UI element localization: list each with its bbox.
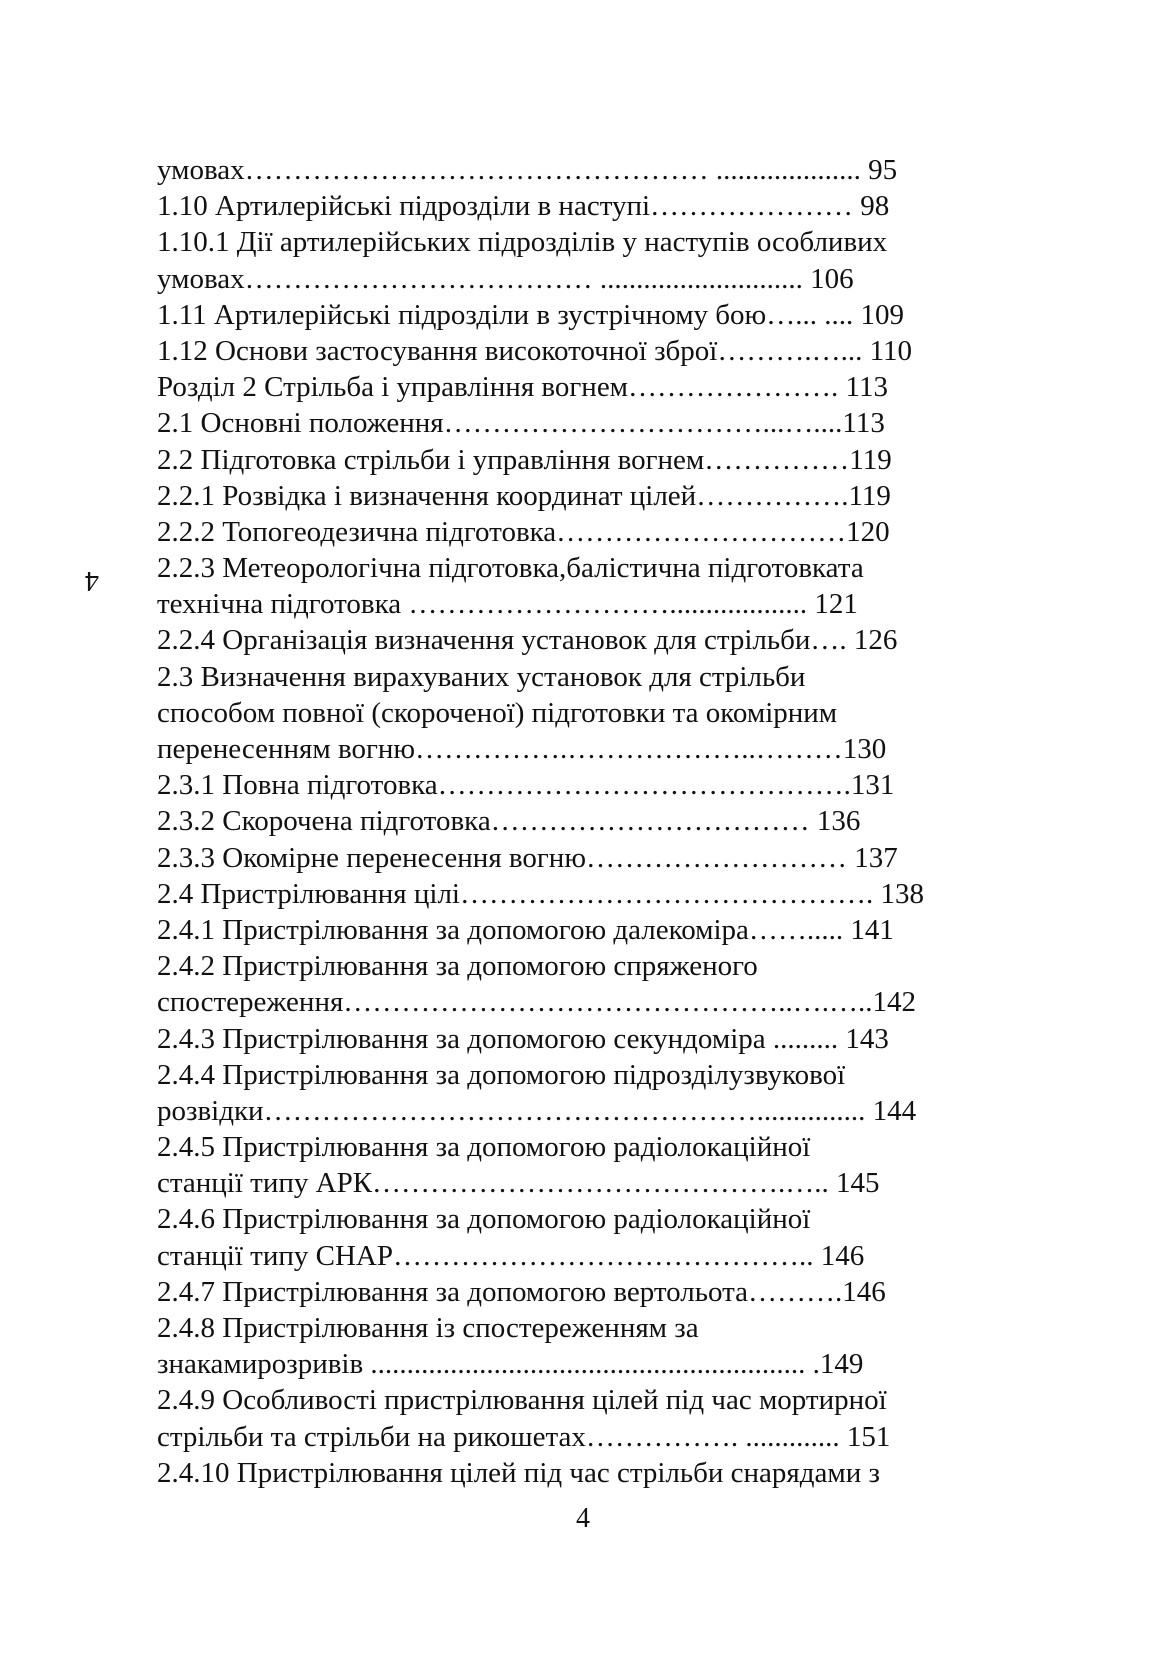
toc-line: 2.4.3 Пристрілювання за допомогою секундоміра ......... 143 <box>157 1022 889 1055</box>
toc-line: 2.4.5 Пристрілювання за допомогою радіолокаційної <box>157 1131 811 1164</box>
toc-line: 2.2.4 Організація визначення установок для стрільби…. 126 <box>157 624 898 657</box>
toc-line: технічна підготовка ………………………................... 121 <box>157 588 858 621</box>
toc-line: перенесенням вогню…………….………………..………130 <box>157 733 887 765</box>
toc-line: 2.2 Підготовка стрільби і управління вогнем……………119 <box>157 443 892 476</box>
toc-line: Розділ 2 Стрільба і управління вогнем…………………. 113 <box>157 371 888 404</box>
toc-line: 2.4 Пристрілювання цілі……………………………………. 138 <box>157 877 924 910</box>
toc-line: 1.12 Основи застосування високоточної зброї……….…... 110 <box>157 334 913 367</box>
toc-line: способом повної (скороченої) підготовки та окомірним <box>157 696 838 729</box>
toc-line: 2.2.3 Метеорологічна підготовка,балістична підготовката <box>157 552 864 585</box>
toc-line: розвідки……………………………………………............... 144 <box>157 1094 917 1127</box>
toc-line: умовах………………………………………… .................... 95 <box>157 154 898 186</box>
toc-line: станції типу АРК…………………………………….….. 145 <box>157 1167 880 1200</box>
toc-line: 2.4.1 Пристрілювання за допомогою далекоміра……..... 141 <box>157 913 894 946</box>
toc-line: 2.4.10 Пристрілювання цілей під час стрільби снарядами з <box>157 1456 880 1489</box>
toc-line: 1.10.1 Дії артилерійських підрозділів у наступів особливих <box>157 226 888 259</box>
toc-line: умовах……………………………… ............................ 106 <box>157 262 854 295</box>
toc-line: 1.11 Артилерійські підрозділи в зустрічному бою…... .... 109 <box>157 298 904 331</box>
toc-line: 2.3.2 Скорочена підготовка…………………………… 136 <box>157 805 861 838</box>
toc-line: 2.4.2 Пристрілювання за допомогою спряженого <box>157 950 758 983</box>
toc-line: спостереження………………………………………..….…..142 <box>157 986 917 1019</box>
toc-line: 2.4.4 Пристрілювання за допомогою підрозділузвукової <box>157 1058 846 1091</box>
toc-line: 2.4.8 Пристрілювання із спостереженням за <box>157 1312 699 1344</box>
toc-line: знакамирозривів ............................................................ .149 <box>157 1348 864 1381</box>
toc-line: 1.10 Артилерійські підрозділи в наступі………………… 98 <box>157 190 890 223</box>
side-page-number: 4 <box>85 565 99 596</box>
toc-line: 2.3.3 Окомірне перенесення вогню……………………… 137 <box>157 841 898 874</box>
page-number: 4 <box>576 1503 590 1534</box>
toc-line: 2.4.6 Пристрілювання за допомогою радіолокаційної <box>157 1203 811 1236</box>
toc-line: 2.3 Визначення вирахуваних установок для стрільби <box>157 660 806 693</box>
toc-line: 2.2.2 Топогеодезична підготовка…………………………120 <box>157 515 890 548</box>
toc-line: 2.4.9 Особливості пристрілювання цілей під час мортирної <box>157 1384 887 1417</box>
toc-line: 2.1 Основні положення……………………………...…....113 <box>157 407 885 440</box>
toc-line: 2.2.1 Розвідка і визначення координат цілей…………….119 <box>157 479 891 512</box>
table-of-contents <box>157 152 1007 1491</box>
toc-line: стрільби та стрільби на рикошетах……………. ............. 151 <box>157 1420 891 1453</box>
toc-line: 2.4.7 Пристрілювання за допомогою вертольота……….146 <box>157 1275 886 1308</box>
toc-line: 2.3.1 Повна підготовка…………………………………….131 <box>157 769 895 802</box>
toc-line: станції типу СНАР…………………………………….. 146 <box>157 1239 865 1272</box>
